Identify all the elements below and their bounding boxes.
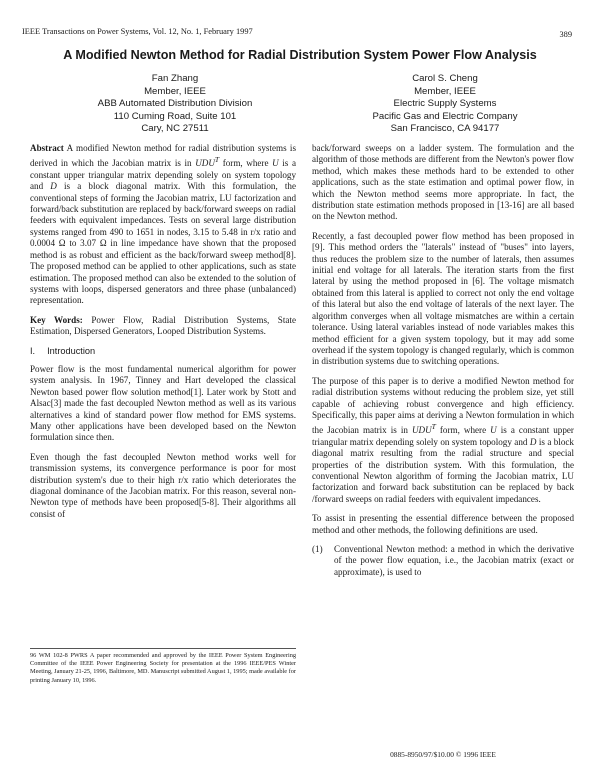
math-d: D bbox=[50, 181, 57, 192]
page-number: 389 bbox=[559, 30, 572, 39]
copyright-line: 0885-8950/97/$10.00 © 1996 IEEE bbox=[390, 750, 496, 759]
section-number: I. bbox=[30, 345, 36, 356]
math-udu: $UDU^T$ bbox=[195, 155, 220, 169]
author-name: Carol S. Cheng bbox=[412, 73, 478, 84]
author-address: 110 Cuming Road, Suite 101 bbox=[113, 110, 237, 122]
author-city: San Francisco, CA 94177 bbox=[390, 123, 500, 134]
definition-marker: (1) bbox=[312, 544, 323, 555]
abstract-paragraph: Abstract A modified Newton method for radial distribution systems is derived in which the Jacobian matrix is in $UDU^T$ form, where U is a constant upper triangular matrix depending solely on system topology and D is a block diagonal matrix. With this formulation, the conventional steps of forming the Jacobian matrix, LU factorization and forward/back substitution are replaced by back/forward sweeps on radial feeders with equivalent impedances. Tests on several large distribution systems ranged from 490 to 1651 in nodes, 3.15 to 5.48 in r/x ratio and 0.0004 Ω to 3.07 Ω in line impedance have shown that the proposed method is as robust and efficient as the back/forward sweep method[8]. The proposed method can be applied to other applications, such as state estimation. The proposed method can also be extended to the solution of systems with loops, dispersed generators and three phase (unbalanced) representation. bbox=[30, 143, 296, 306]
math-udu: $UDU^T$ bbox=[411, 422, 436, 436]
footnote-rule bbox=[30, 648, 296, 649]
body-paragraph: Recently, a fast decoupled power flow method has been proposed in [9]. This method orders the "laterals" instead of "buses" into layers, thus reduces the problem size to the number of laterals, then assumes initial end voltage for all laterals. The iteration starts from the first lateral by using the method proposed in [6]. The voltage mismatch obtained from this lateral is applied to correct not only the end voltage of this lateral but also the end voltage of laterals of the next layer. The algorithm converges when all voltage mismatches are within a certain tolerance. Using lateral variables instead of node variables makes this method efficient for a given system topology, but it may add some overhead if the system topology is changed regularly, which is common in distribution systems due to switching operations. bbox=[312, 230, 574, 367]
author-city: Cary, NC 27511 bbox=[141, 123, 209, 134]
body-paragraph: back/forward sweeps on a ladder system. The formulation and the algorithm of those methods are different from the Newton's power flow method, which makes these methods hard to be extended to other applications, such as the state estimation and optimal power flow, in which the Newton method seems more appropriate. In fact, the distribution state estimation methods proposed in [13-16] are all based on the Newton method. bbox=[312, 143, 574, 222]
math-d: D bbox=[529, 436, 537, 447]
intro-paragraph: Power flow is the most fundamental numerical algorithm for power system analysis. In 1967, Tinney and Hart developed the classical Newton based power flow solution method[1]. Later work by Stott and Alsac[3] made the fast decoupled Newton method as well as its various alternatives a kind of standard power flow method for EMS systems. Many other applications have been developed based on the Newton formulation since then. bbox=[30, 363, 296, 443]
body-paragraph: To assist in presenting the essential difference between the proposed method and other methods, the following definitions are used. bbox=[312, 513, 574, 535]
footnote: 96 WM 102-8 PWRS A paper recommended and approved by the IEEE Power System Engineering Committee of the IEEE Power Engineering Society for presentation at the 1996 IEEE/PES Winter Meeting, January 21-25, 1996, Baltimore, MD. Manuscript submitted August 1, 1995; made available for printing January 10, 1996. bbox=[30, 652, 296, 684]
author-block-2 bbox=[330, 73, 560, 136]
left-column bbox=[30, 143, 296, 528]
author-block-1 bbox=[60, 73, 290, 136]
paper-title: A Modified Newton Method for Radial Distribution System Power Flow Analysis bbox=[63, 48, 537, 62]
author-affiliation: Electric Supply Systems bbox=[393, 98, 497, 109]
section-heading-introduction bbox=[30, 346, 296, 357]
intro-paragraph: Even though the fast decoupled Newton method works well for transmission systems, its convergence performance is poor for most distribution system's due to their high r/x ratio which deteriorates the diagonal dominance of the Jacobian matrix. For this reason, several non-Newton type of methods have been proposed[5-8]. Their algorithms all consist of bbox=[30, 451, 296, 519]
math-u: U bbox=[490, 425, 497, 436]
definition-text: Conventional Newton method: a method in which the derivative of the power flow equation, i.e., the Jacobian matrix (exact or approximate), is used to bbox=[334, 544, 574, 577]
author-affiliation: ABB Automated Distribution Division bbox=[97, 98, 253, 109]
section-title: Introduction bbox=[47, 345, 96, 356]
abstract-label: Abstract bbox=[30, 143, 64, 153]
definition-item bbox=[312, 544, 574, 578]
author-role: Member, IEEE bbox=[414, 85, 476, 97]
author-address: Pacific Gas and Electric Company bbox=[372, 110, 518, 122]
right-column bbox=[312, 143, 574, 578]
keywords-paragraph: Key Words: Power Flow, Radial Distribution Systems, State Estimation, Dispersed Generators, Looped Distribution Systems. bbox=[30, 314, 296, 337]
math-u: U bbox=[272, 158, 279, 169]
author-name: Fan Zhang bbox=[151, 73, 199, 84]
definition-list bbox=[312, 544, 574, 578]
keywords-label: Key Words: bbox=[30, 314, 83, 325]
running-header: IEEE Transactions on Power Systems, Vol. 12, No. 1, February 1997 bbox=[22, 27, 253, 36]
body-paragraph: The purpose of this paper is to derive a modified Newton method for radial distribution systems without reducing the problem size, yet still capable of achieving robust convergence and high efficiency. Specifically, this paper aims at deriving a Newton formulation in which the Jacobian matrix is in $UDU^T$ form, where U is a constant upper triangular matrix depending solely on system topology and D is a block diagonal matrix resulting from the radial structure and special properties of the distribution system. With this formulation, the conventional Newton algorithm of forming the Jacobian matrix, LU factorization and forward back substitution can be replaced by back /forward sweeps on radial feeders with equivalent impedances. bbox=[312, 375, 574, 504]
author-role: Member, IEEE bbox=[144, 85, 206, 97]
